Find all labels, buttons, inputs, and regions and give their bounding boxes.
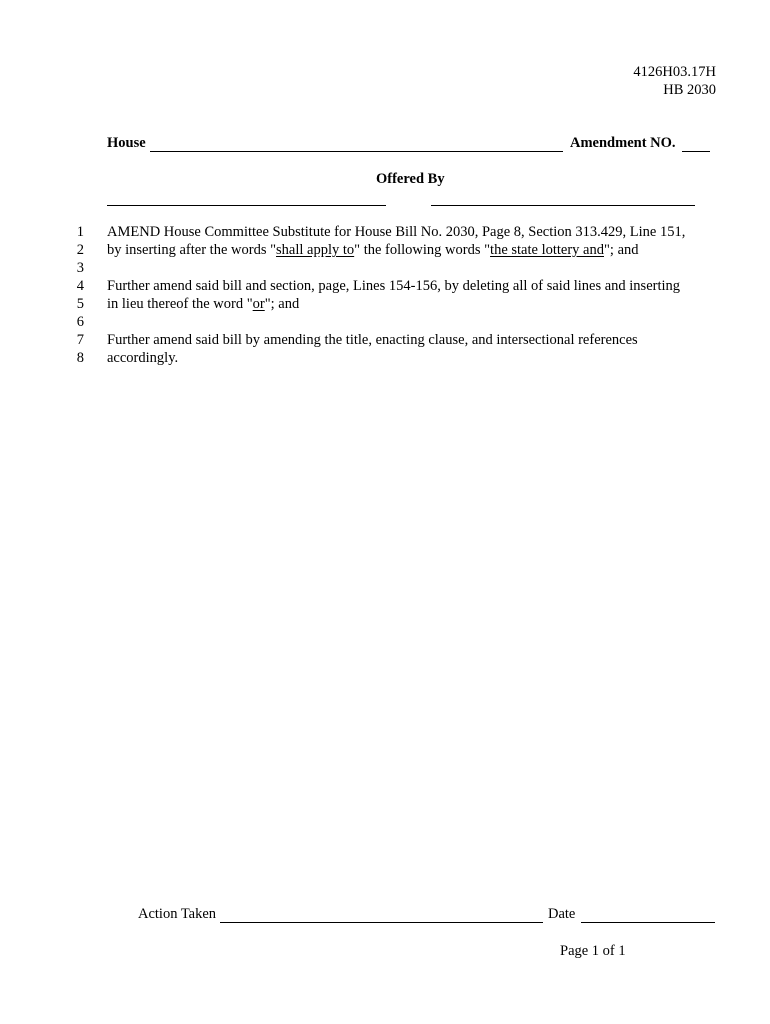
house-label: House [107,135,146,151]
offered-by-line-right [431,205,695,206]
line-number: 8 [76,350,84,366]
date-label: Date [548,906,576,922]
amendment-text-line-1: AMEND House Committee Substitute for House Bill No. 2030, Page 8, Section 313.429, Line 151, [107,224,686,240]
underlined-phrase: shall apply to [276,242,355,258]
text-segment: by inserting after the words " [107,242,277,258]
text-segment: in lieu thereof the word " [107,296,253,312]
date-line [581,922,715,923]
amendment-text-line-5 [107,296,299,313]
amendment-text-line-8: accordingly. [107,350,179,366]
text-segment: " the following words " [354,242,491,258]
amendment-text-line-4: Further amend said bill and section, page, Lines 154-156, by deleting all of said lines and inserting [107,278,681,294]
amendment-label: Amendment NO. [570,135,676,151]
doc-id: 4126H03.17H [633,64,716,80]
offered-by-line-left [107,205,386,206]
line-number: 4 [76,278,84,294]
house-blank-line [150,151,563,152]
underlined-phrase: the state lottery and [490,242,604,258]
line-number: 7 [76,332,84,348]
line-number: 1 [76,224,84,240]
page-number: Page 1 of 1 [560,943,626,959]
line-number: 2 [76,242,84,258]
text-segment: "; and [604,242,639,258]
underlined-phrase: or [252,296,265,312]
amendment-number-blank [682,151,710,152]
offered-by-label: Offered By [376,171,445,187]
line-number: 5 [76,296,84,312]
action-taken-label: Action Taken [138,906,217,922]
text-segment: "; and [264,296,300,312]
action-taken-line [220,922,543,923]
amendment-text-line-2 [107,242,639,259]
line-number: 3 [76,260,84,276]
amendment-text-line-7: Further amend said bill by amending the title, enacting clause, and intersectional references [107,332,638,348]
line-number: 6 [76,314,84,330]
bill-number: HB 2030 [663,82,716,98]
